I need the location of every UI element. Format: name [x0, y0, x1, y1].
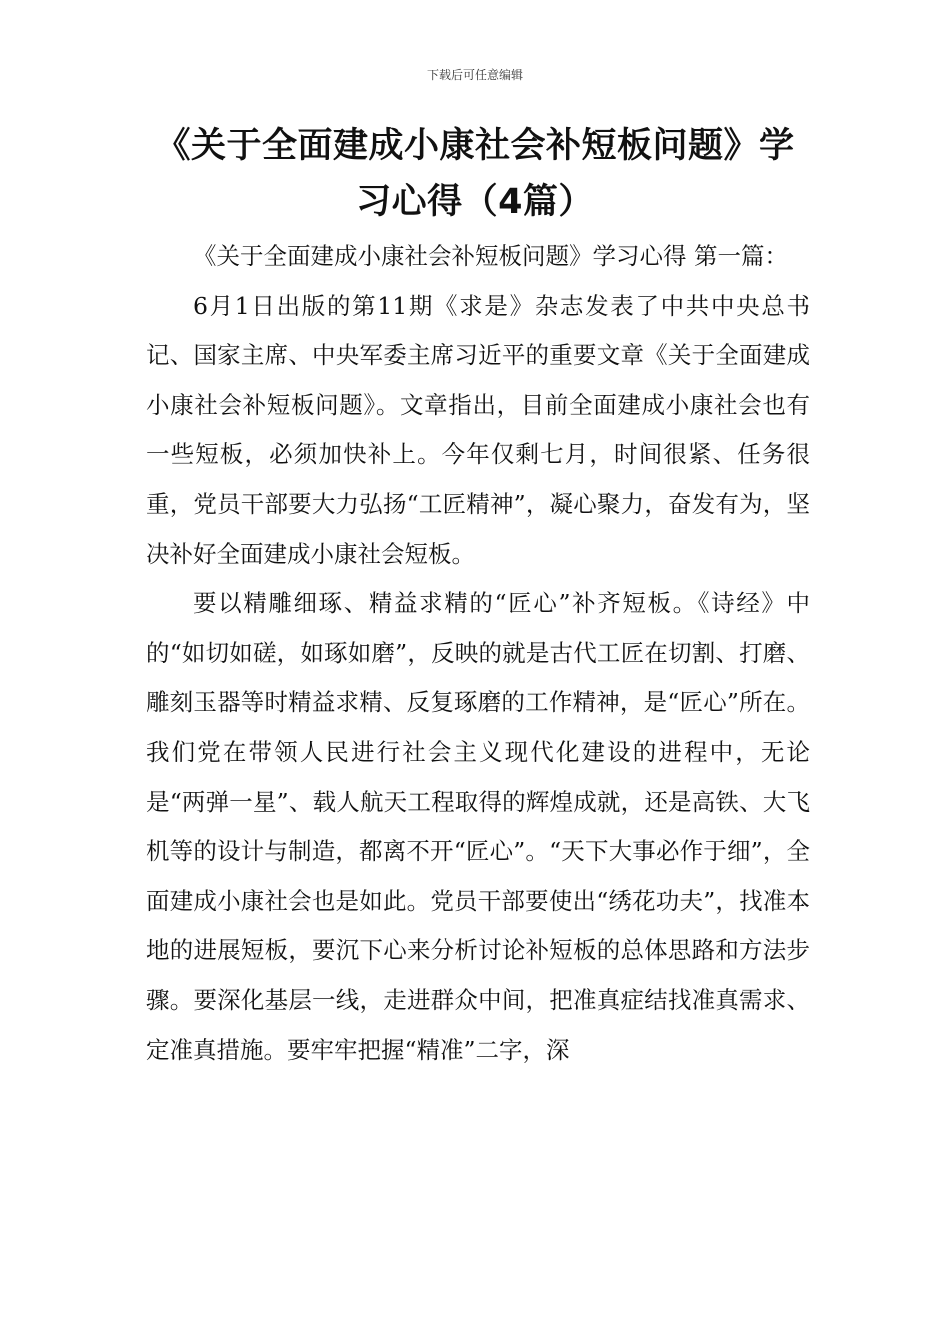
document-body	[146, 232, 810, 1075]
paragraph: 6月1日出版的第11期《求是》杂志发表了中共中央总书记、国家主席、中央军委主席习近平的重要文章《关于全面建成小康社会补短板问题》。文章指出，目前全面建成小康社会也有一些短板，必须加快补上。今年仅剩七月，时间很紧、任务很重，党员干部要大力弘扬“工匠精神”，凝心聚力，奋发有为，坚决补好全面建成小康社会短板。	[146, 291, 810, 568]
header-note: 下载后可任意编辑	[426, 68, 523, 82]
paragraph-section-heading: 《关于全面建成小康社会补短板问题》学习心得 第一篇：	[193, 242, 788, 270]
document-title: 《关于全面建成小康社会补短板问题》学习心得（4篇）	[155, 126, 795, 222]
paragraph: 要以精雕细琢、精益求精的“匠心”补齐短板。《诗经》中的“如切如磋，如琢如磨”，反映的就是古代工匠在切割、打磨、雕刻玉器等时精益求精、反复琢磨的工作精神，是“匠心”所在。我们党在带领人民进行社会主义现代化建设的进程中，无论是“两弹一星”、载人航天工程取得的辉煌成就，还是高铁、大飞机等的设计与制造，都离不开“匠心”。“天下大事必作于细”，全面建成小康社会也是如此。党员干部要使出“绣花功夫”，找准本地的进展短板，要沉下心来分析讨论补短板的总体思路和方法步骤。要深化基层一线，走进群众中间，把准真症结找准真需求、定准真措施。要牢牢把握“精准”二字，深	[146, 589, 810, 1064]
